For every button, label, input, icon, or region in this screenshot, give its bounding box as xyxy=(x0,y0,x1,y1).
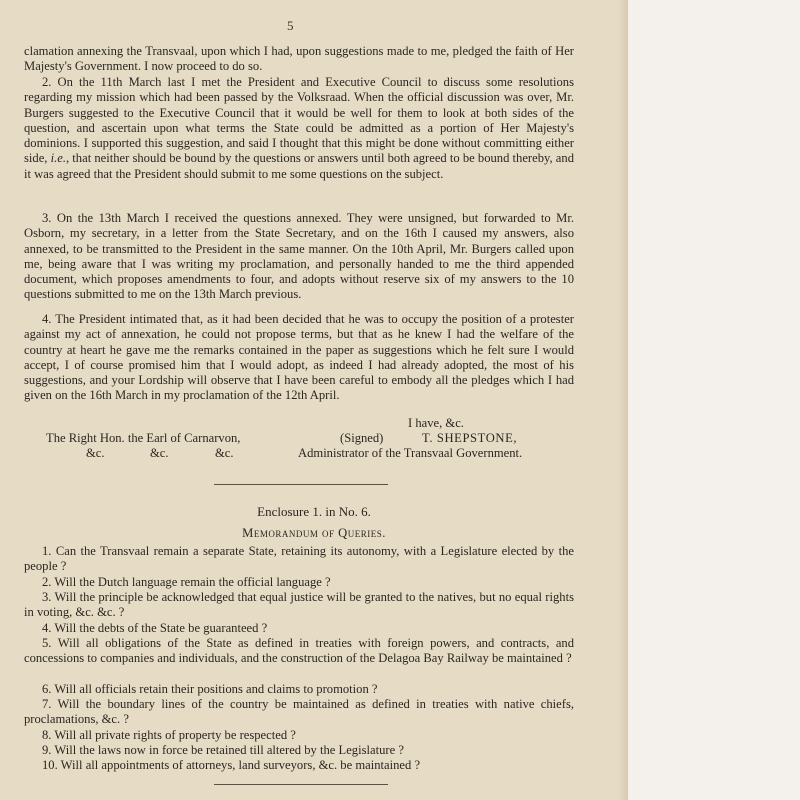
page-edge-shadow xyxy=(618,0,628,800)
closing-line: I have, &c. xyxy=(408,416,464,430)
signer-title: Administrator of the Transvaal Government. xyxy=(298,446,523,460)
enclosure-title: Enclosure 1. in No. 6. xyxy=(257,504,371,519)
query-item: 5. Will all obligations of the State as defined in treaties with foreign powers, and contracts, and concessions to companies and individuals, and the construction of the Delagoa Bay Railway be maintained ? xyxy=(24,636,574,666)
paragraph-3: 3. On the 13th March I received the questions annexed. They were unsigned, but forwarded to Mr. Osborn, my secretary, in a letter from the State Secretary, and on the 16th I caused my answers, also annexed, to be transmitted to the President in the same manner. On the 10th April, Mr. Burgers called upon me, being aware that I was writing my proclamation, and personally handed to me the third appended document, which proposes amendments to four, and adopts without reserve six of my answers to the 10 questions submitted to me on the 13th March previous. xyxy=(24,211,574,302)
addressee: The Right Hon. the Earl of Carnarvon, xyxy=(46,431,241,445)
etc-2: &c. xyxy=(150,446,169,460)
section-divider xyxy=(214,484,388,485)
memorandum-title: Memorandum of Queries. xyxy=(242,526,386,540)
page-number: 5 xyxy=(287,18,294,33)
paragraph-2-body: 2. On the 11th March last I met the President and Executive Council to discuss some resolutions regarding my mission which had been passed by the Volksraad. When the official discussion was over, Mr. Burgers suggested to the Executive Council that it would be well for them to look at both sides of the question, and ascertain upon what terms the State could be admitted as a portion of Her Majesty's dominions. I supported this suggestion, and said I thought that this might be done without committing either side, xyxy=(24,75,574,166)
query-item: 9. Will the laws now in force be retained till altered by the Legislature ? xyxy=(42,743,404,757)
paragraph-2-tail: , that neither should be bound by the questions or answers until both agreed to be bound thereby, and it was agreed that the President should submit to me some questions on the subject. xyxy=(24,151,574,181)
paragraph-2 xyxy=(24,75,574,182)
query-item: 2. Will the Dutch language remain the official language ? xyxy=(42,575,331,589)
query-item: 1. Can the Transvaal remain a separate State, retaining its autonomy, with a Legislature elected by the people ? xyxy=(24,544,574,574)
signer-name: T. SHEPSTONE, xyxy=(422,431,518,445)
query-item: 10. Will all appointments of attorneys, land surveyors, &c. be maintained ? xyxy=(42,758,421,772)
query-item: 4. Will the debts of the State be guaranteed ? xyxy=(42,621,268,635)
signed-label: (Signed) xyxy=(340,431,384,445)
top-paragraph: clamation annexing the Transvaal, upon which I had, upon suggestions made to me, pledged the faith of Her Majesty's Government. I now proceed to do so. xyxy=(24,44,574,74)
query-item: 7. Will the boundary lines of the country be maintained as defined in treaties with native chiefs, proclamations, &c. ? xyxy=(24,697,574,727)
etc-1: &c. xyxy=(86,446,105,460)
paragraph-2-ie: i.e. xyxy=(50,151,66,166)
query-item: 3. Will the principle be acknowledged that equal justice will be granted to the natives, but no equal rights in voting, &c. &c. ? xyxy=(24,590,574,620)
query-item: 6. Will all officials retain their positions and claims to promotion ? xyxy=(42,682,378,696)
query-item: 8. Will all private rights of property be respected ? xyxy=(42,728,296,742)
bottom-divider xyxy=(214,784,388,785)
etc-3: &c. xyxy=(215,446,234,460)
paragraph-4: 4. The President intimated that, as it had been decided that he was to occupy the position of a protester against my act of annexation, he could not propose terms, but that as he knew I had the welfare of the country at heart he gave me the remarks contained in the paper as suggestions which he felt sure I would accept, I of course promised him that I would adopt, as indeed I had already adopted, the most of his suggestions, and your Lordship will observe that I have been careful to embody all the pledges which I had given on the 16th March in my proclamation of the 12th April. xyxy=(24,312,574,403)
